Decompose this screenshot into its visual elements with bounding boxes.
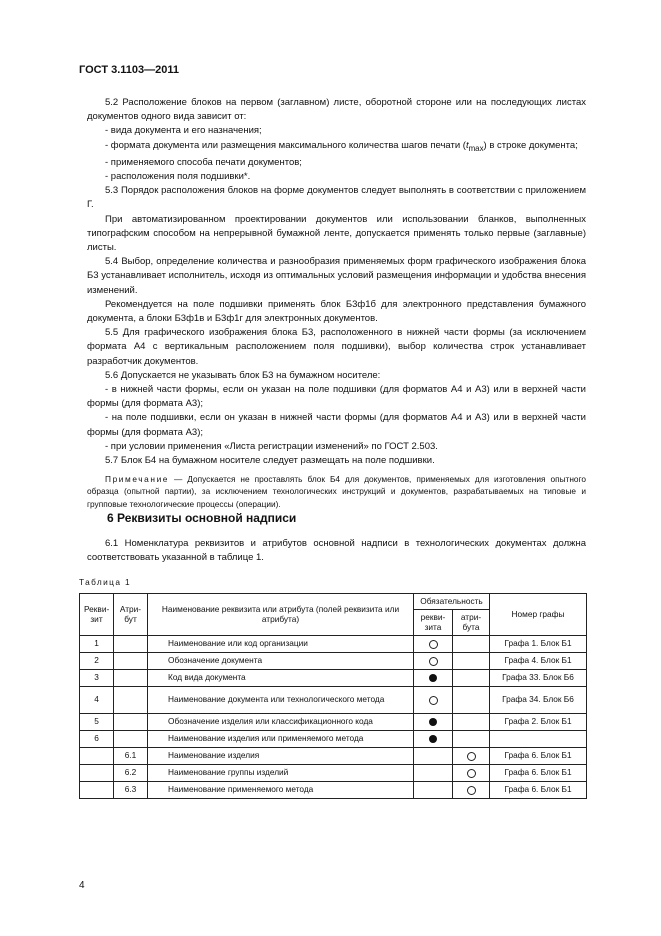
bullet-item: - в нижней части формы, если он указан на поле подшивки (для форматов А4 и А3) или в верхней части формы (для формата А3);	[87, 383, 586, 410]
filled-circle-icon	[429, 735, 437, 743]
cell-atribut: 6.2	[114, 764, 148, 781]
section-5-text	[87, 96, 586, 510]
bullet-item: - формата документа или размещения максимального количества шагов печати $(t_{max})$ в строке документа;	[105, 139, 578, 153]
cell-name: Наименование изделия или применяемого метода	[148, 730, 414, 747]
cell-name: Наименование документа или технологического метода	[148, 686, 414, 713]
cell-grafa: Графа 2. Блок Б1	[490, 713, 587, 730]
note-label: Примечание	[105, 474, 170, 485]
cell-name: Обозначение документа	[148, 652, 414, 669]
page-number: 4	[79, 880, 85, 891]
cell-rekvizit: 6	[80, 730, 114, 747]
cell-grafa: Графа 34. Блок Б6	[490, 686, 587, 713]
note-text: — Допускается не проставлять блок Б4 для документов, применяемых для изготовления опытного образца (опытной партии), за исключением технологических инструкций и документов, разрабатываемых на типовые и групповые технологические процессы (операции).	[87, 474, 586, 509]
table-row	[80, 730, 587, 747]
table-row	[80, 747, 587, 764]
cell-atribut	[114, 730, 148, 747]
cell-rekvizit: 4	[80, 686, 114, 713]
cell-grafa: Графа 1. Блок Б1	[490, 635, 587, 652]
cell-atribut	[114, 652, 148, 669]
table-caption: Таблица 1	[79, 577, 132, 587]
header-rekvizit: Рекви-зит	[80, 594, 114, 636]
mandatory-cell	[414, 669, 453, 686]
cell-name: Наименование или код организации	[148, 635, 414, 652]
cell-grafa: Графа 33. Блок Б6	[490, 669, 587, 686]
mandatory-cell	[453, 686, 490, 713]
bullet-item: - расположения поля подшивки*.	[105, 170, 251, 182]
header-atribut: Атри-бут	[114, 594, 148, 636]
cell-rekvizit	[80, 747, 114, 764]
document-code-header: ГОСТ 3.1103—2011	[79, 64, 179, 76]
cell-name: Наименование применяемого метода	[148, 781, 414, 798]
mandatory-cell	[453, 730, 490, 747]
paragraph: Рекомендуется на поле подшивки применять блок Б3ф1б для электронного представления бумажного документа, а блоки Б3ф1в и Б3ф1г для электронных документов.	[87, 298, 586, 324]
cell-grafa	[490, 730, 587, 747]
cell-rekvizit: 1	[80, 635, 114, 652]
requisites-table	[79, 593, 587, 799]
mandatory-cell	[414, 730, 453, 747]
cell-name: Код вида документа	[148, 669, 414, 686]
mandatory-cell	[453, 669, 490, 686]
filled-circle-icon	[429, 674, 437, 682]
paragraph-6-1: 6.1 Номенклатура реквизитов и атрибутов основной надписи в технологических документах должна соответствовать указанной в таблице 1.	[87, 538, 586, 564]
paragraph-5-4: 5.4 Выбор, определение количества и разнообразия применяемых форм графического изображения блока Б3 устанавливает исполнитель, исходя из оптимальных условий размещения информации и удобства внесения изменений.	[87, 256, 586, 296]
open-circle-icon	[429, 696, 438, 705]
cell-rekvizit: 3	[80, 669, 114, 686]
mandatory-cell	[453, 747, 490, 764]
open-circle-icon	[429, 657, 438, 666]
header-grafa: Номер графы	[490, 594, 587, 636]
paragraph: При автоматизированном проектировании документов или использовании бланков, выполненных типографским способом на непрерывной бумажной ленте, допускается применять только первые (заглавные) листы.	[87, 213, 586, 253]
cell-atribut	[114, 686, 148, 713]
bullet-item: - при условии применения «Листа регистрации изменений» по ГОСТ 2.503.	[105, 440, 438, 452]
t-max-symbol: t	[465, 139, 469, 151]
table-row	[80, 635, 587, 652]
paragraph-5-6: 5.6 Допускается не указывать блок Б3 на бумажном носителе:	[105, 369, 381, 381]
filled-circle-icon	[429, 718, 437, 726]
paragraph-5-7: 5.7 Блок Б4 на бумажном носителе следует размещать на поле подшивки.	[105, 454, 435, 466]
table-row	[80, 713, 587, 730]
open-circle-icon	[429, 640, 438, 649]
mandatory-cell	[414, 781, 453, 798]
cell-grafa: Графа 4. Блок Б1	[490, 652, 587, 669]
cell-atribut: 6.3	[114, 781, 148, 798]
table-row	[80, 764, 587, 781]
mandatory-cell	[414, 686, 453, 713]
cell-atribut: 6.1	[114, 747, 148, 764]
cell-name: Наименование изделия	[148, 747, 414, 764]
mandatory-cell	[414, 764, 453, 781]
mandatory-cell	[414, 652, 453, 669]
mandatory-cell	[414, 635, 453, 652]
note	[87, 473, 586, 510]
header-name: Наименование реквизита или атрибута (полей реквизита или атрибута)	[148, 594, 414, 636]
paragraph-5-3: 5.3 Порядок расположения блоков на форме документов следует выполнять в соответствии с приложением Г.	[87, 185, 586, 211]
header-obyazatelnost: Обязательность	[414, 594, 490, 610]
paragraph-5-2: 5.2 Расположение блоков на первом (заглавном) листе, оборотной стороне или на последующих листах документов одного вида зависит от:	[87, 97, 586, 123]
cell-atribut	[114, 635, 148, 652]
cell-rekvizit	[80, 764, 114, 781]
bullet-item: - на поле подшивки, если он указан в нижней части формы (для форматов А4 и А3) или в верхней части формы (для формата А3);	[87, 412, 586, 438]
cell-atribut	[114, 713, 148, 730]
cell-atribut	[114, 669, 148, 686]
table-body	[80, 635, 587, 798]
open-circle-icon	[467, 786, 476, 795]
mandatory-cell	[453, 781, 490, 798]
header-obyaz-atributa: атри-бута	[453, 609, 490, 635]
cell-rekvizit: 2	[80, 652, 114, 669]
paragraph-5-5: 5.5 Для графического изображения блока Б3, расположенного в нижней части формы (за исключением формата А4 с вертикальным расположением поля подшивки), выбор количества строк устанавливает разработчик документов.	[87, 327, 586, 367]
mandatory-cell	[453, 652, 490, 669]
header-obyaz-rekvizita: рекви-зита	[414, 609, 453, 635]
mandatory-cell	[453, 713, 490, 730]
open-circle-icon	[467, 752, 476, 761]
cell-grafa: Графа 6. Блок Б1	[490, 747, 587, 764]
table-row	[80, 669, 587, 686]
mandatory-cell	[453, 635, 490, 652]
mandatory-cell	[414, 747, 453, 764]
table-row	[80, 781, 587, 798]
cell-name: Обозначение изделия или классификационного кода	[148, 713, 414, 730]
cell-rekvizit	[80, 781, 114, 798]
cell-rekvizit: 5	[80, 713, 114, 730]
bullet-item: - вида документа и его назначения;	[105, 125, 262, 137]
cell-grafa: Графа 6. Блок Б1	[490, 781, 587, 798]
mandatory-cell	[414, 713, 453, 730]
mandatory-cell	[453, 764, 490, 781]
table-row	[80, 652, 587, 669]
cell-name: Наименование группы изделий	[148, 764, 414, 781]
cell-grafa: Графа 6. Блок Б1	[490, 764, 587, 781]
table-row	[80, 686, 587, 713]
section-6-title: 6 Реквизиты основной надписи	[107, 511, 297, 525]
open-circle-icon	[467, 769, 476, 778]
bullet-item: - применяемого способа печати документов;	[105, 156, 302, 168]
